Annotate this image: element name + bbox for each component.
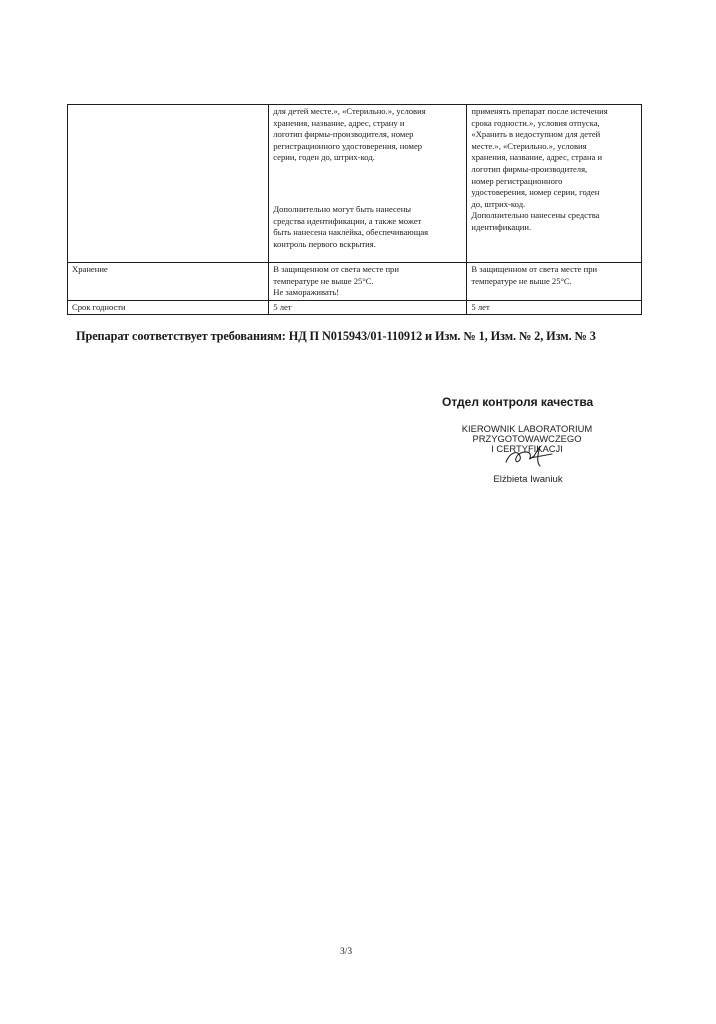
result-storage: В защищенном от света месте при температуре не выше 25°С. — [471, 264, 598, 286]
handwritten-signature — [500, 440, 560, 470]
result-text: применять препарат после истечения срока годности.», условия отпуска, «Хранить в недоступном для детей месте.», «Стерильно.», условия хранения, название, адрес, страна и логотип фирмы-производителя, номер регистрационного удостоверения, номер серии, годен до, штрих-код. Дополнительно нанесены средства идентификации. — [471, 106, 608, 232]
stamp-line-3: I CERTYFIKACJI — [491, 443, 563, 454]
spec-shelf-life: 5 лет — [273, 302, 292, 312]
spec-cell — [269, 301, 467, 315]
spec-text-gap — [273, 164, 462, 204]
signer-name: Elżbieta Iwaniuk — [493, 474, 563, 485]
result-cell — [467, 301, 642, 315]
row-name-shelf-life: Срок годности — [72, 302, 126, 312]
page-number: 3/3 — [340, 947, 353, 957]
row-name-cell — [68, 105, 269, 263]
spec-cell — [269, 263, 467, 301]
row-name-storage: Хранение — [72, 264, 108, 274]
row-name-cell — [68, 301, 269, 315]
department-title: Отдел контроля качества — [442, 395, 594, 409]
compliance-statement: Препарат соответствует требованиям: НД П N015943/01-110912 и Изм. № 1, Изм. № 2, Изм. № 3 — [76, 329, 596, 343]
spec-cell — [269, 105, 467, 263]
spec-storage: В защищенном от света месте при температуре не выше 25°С. Не замораживать! — [273, 264, 399, 298]
result-cell — [467, 105, 642, 263]
specification-table — [67, 104, 642, 315]
table-row-storage — [68, 263, 642, 301]
spec-text-part2: Дополнительно могут быть нанесены средства идентификации, а также может быть нанесена наклейка, обеспечивающая контроль первого вскрытия. — [273, 203, 429, 249]
spec-text-part1: для детей месте.», «Стерильно.», условия хранения, название, адрес, страну и логотип фирмы-производителя, номер регистрационного удостоверения, номер серии, годен до, штрих-код. — [273, 106, 426, 163]
row-name-cell — [68, 263, 269, 301]
table-row-shelf-life — [68, 301, 642, 315]
result-cell — [467, 263, 642, 301]
stamp-line-1: KIEROWNIK LABORATORIUM — [461, 423, 593, 434]
table-row-labeling — [68, 105, 642, 263]
stamp-line-2: PRZYGOTOWAWCZEGO — [472, 433, 582, 444]
result-shelf-life: 5 лет — [471, 302, 490, 312]
